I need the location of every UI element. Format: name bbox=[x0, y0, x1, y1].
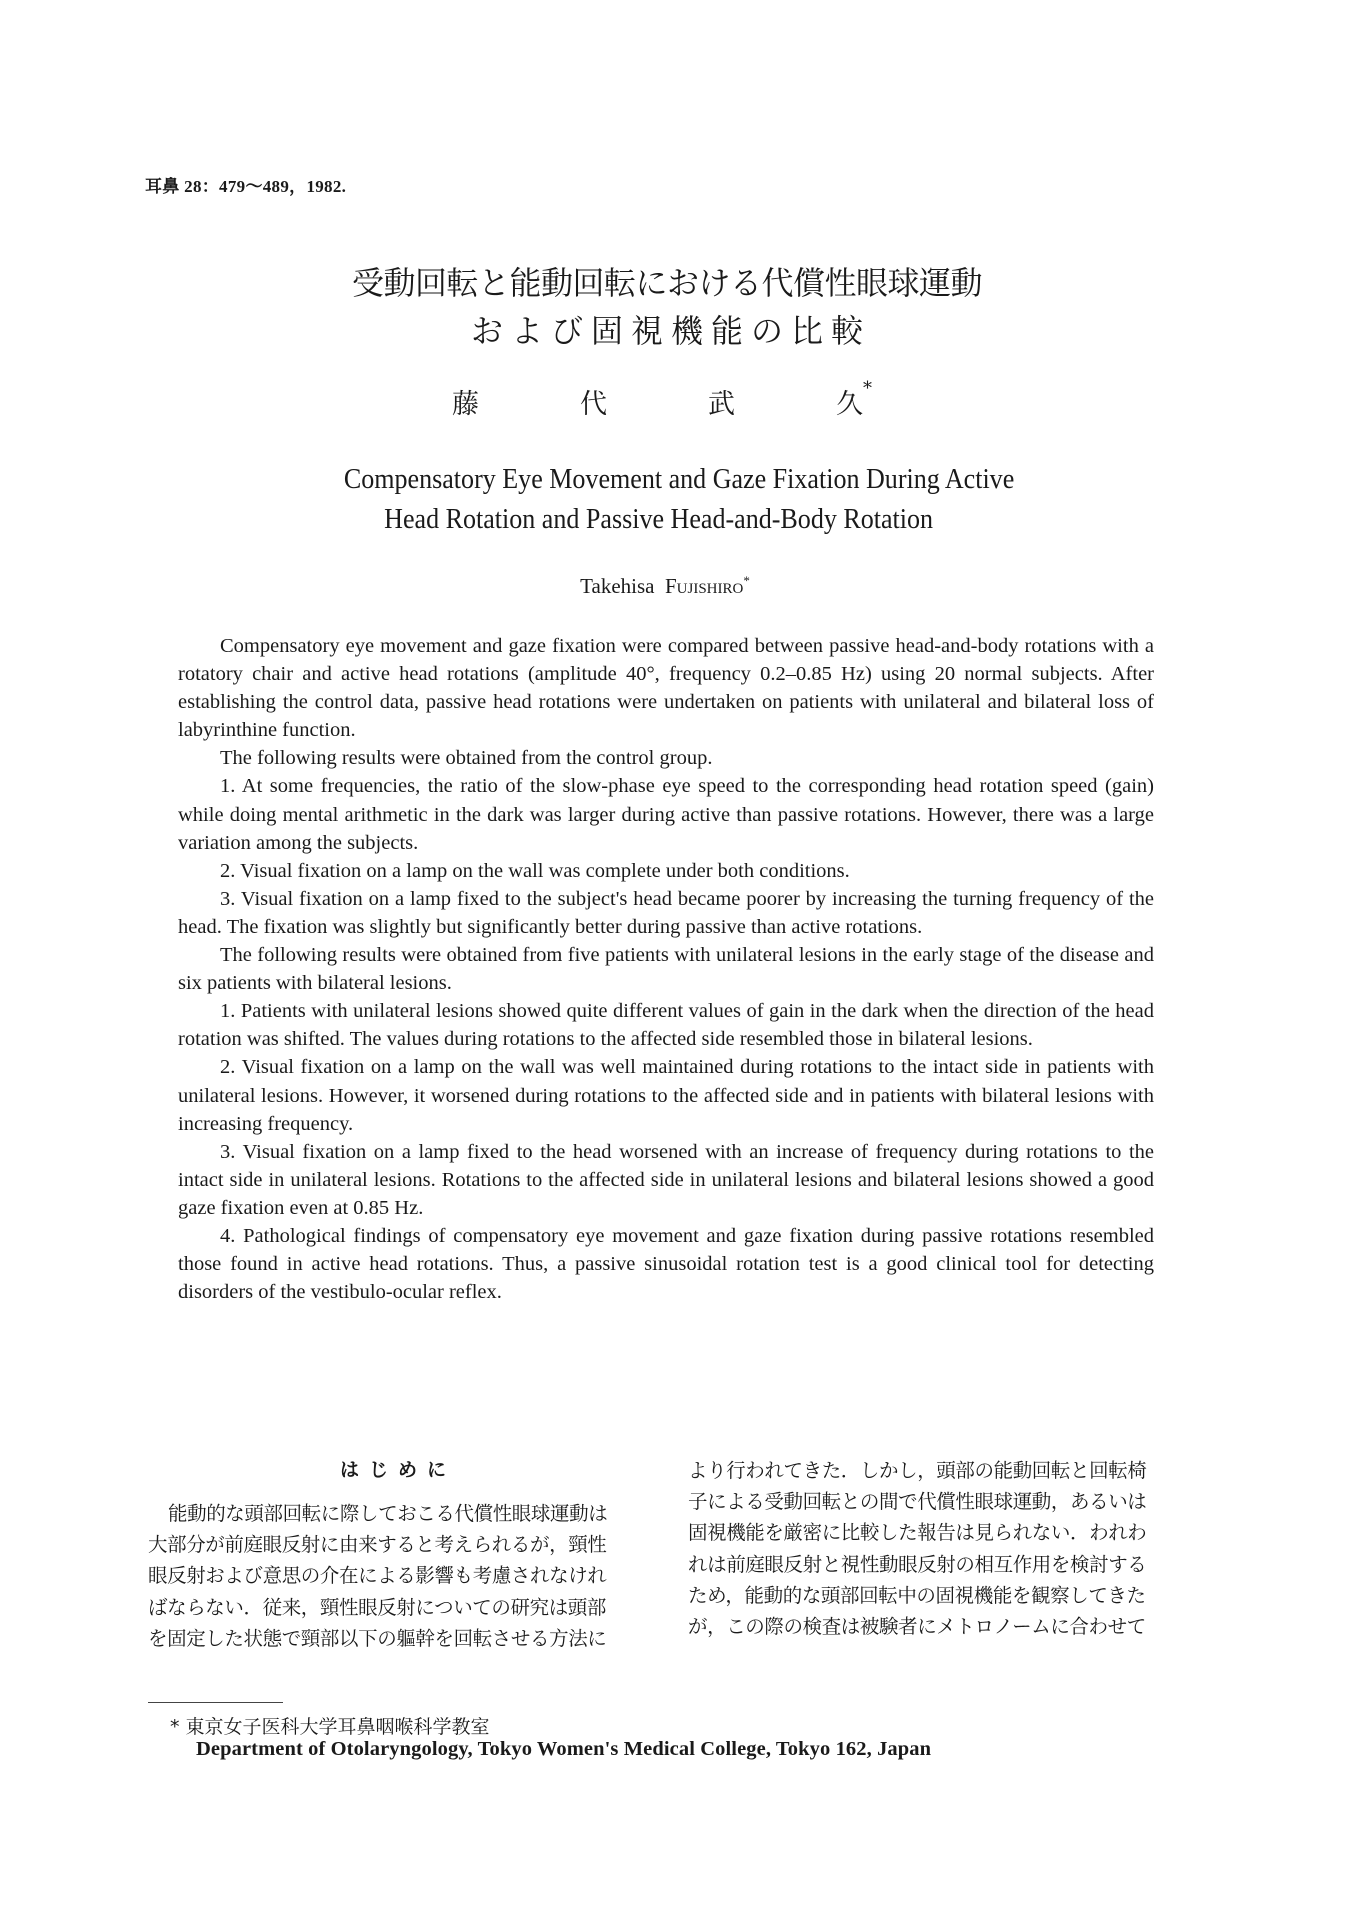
abstract-result-item: 3. Visual fixation on a lamp fixed to the subject's head became poorer by increasing the turning frequency of the head. The fixation was slightly but significantly better during passive than active rotations. bbox=[178, 887, 1154, 938]
body-line: ばならない．従来，頸性眼反射についての研究は頭部 bbox=[148, 1595, 607, 1619]
abstract-result-item: 1. At some frequencies, the ratio of the slow-phase eye speed to the corresponding head rotation speed (gain) while doing mental arithmetic in the dark was larger during active than passive rotations. However, there was a large variation among the subjects. bbox=[178, 775, 1154, 854]
abstract-result-item: 3. Visual fixation on a lamp fixed to the head worsened with an increase of frequency during rotations to the intact side in unilateral lesions. Rotations to the affected side in unilateral lesions and bilateral lesions showed a good gaze fixation even at 0.85 Hz. bbox=[178, 1140, 1154, 1219]
body-line: れは前庭眼反射と視性動眼反射の相互作用を検討する bbox=[688, 1552, 1147, 1576]
abstract-result-item: 2. Visual fixation on a lamp on the wall was well maintained during rotations to the intact side in patients with unilateral lesions. However, it worsened during rotations to the affected side and in patients with bilateral lesions with increasing frequency. bbox=[178, 1056, 1154, 1135]
body-line: 子による受動回転との間で代償性眼球運動，あるいは bbox=[688, 1490, 1147, 1514]
footnote-divider bbox=[148, 1702, 283, 1703]
footnote-affiliation-english: Department of Otolaryngology, Tokyo Women's Medical College, Tokyo 162, Japan bbox=[196, 1738, 932, 1760]
japanese-author bbox=[452, 378, 872, 421]
author-char: 藤 bbox=[452, 389, 479, 420]
affiliation-mark: * bbox=[863, 378, 872, 399]
author-family-name: Fujishiro bbox=[664, 574, 744, 598]
abstract-paragraph: The following results were obtained from five patients with unilateral lesions in the early stage of the disease and six patients with bilateral lesions. bbox=[178, 944, 1154, 995]
japanese-title-line-2: および固視機能の比較 bbox=[470, 312, 871, 350]
body-line: 固視機能を厳密に比較した報告は見られない．われわ bbox=[688, 1521, 1147, 1545]
affiliation-mark: * bbox=[743, 573, 750, 588]
body-line: より行われてきた．しかし，頭部の能動回転と回転椅 bbox=[688, 1459, 1147, 1482]
abstract-paragraph: The following results were obtained from the control group. bbox=[220, 747, 713, 770]
body-line: 大部分が前庭眼反射に由来すると考えられるが，頸性 bbox=[148, 1533, 607, 1557]
footnote-affiliation-japanese: * 東京女子医科大学耳鼻咽喉科学教室 bbox=[170, 1716, 490, 1738]
english-title-line-2: Head Rotation and Passive Head-and-Body Rotation bbox=[384, 504, 934, 535]
author-char: 武 bbox=[708, 389, 735, 420]
abstract-result-item: 2. Visual fixation on a lamp on the wall was complete under both conditions. bbox=[220, 859, 850, 882]
body-column-right bbox=[688, 1455, 1196, 1642]
body-line: が，この際の検査は被験者にメトロノームに合わせて bbox=[688, 1614, 1146, 1638]
body-line: を固定した状態で頸部以下の軀幹を回転させる方法に bbox=[148, 1626, 607, 1650]
japanese-title-line-1: 受動回転と能動回転における代償性眼球運動 bbox=[351, 264, 982, 302]
abstract bbox=[178, 632, 1154, 1306]
body-line: 能動的な頭部回転に際しておこる代償性眼球運動は bbox=[168, 1502, 608, 1525]
body-column-left bbox=[148, 1498, 656, 1654]
journal-citation: 耳鼻 28：479〜489，1982. bbox=[145, 177, 347, 196]
author-char: 久* bbox=[836, 378, 872, 420]
abstract-result-item: 1. Patients with unilateral lesions showed quite different values of gain in the dark when the direction of the head rotation was shifted. The values during rotations to the affected side resembled those in bilateral lesions. bbox=[178, 1000, 1154, 1051]
body-line: 眼反射および意思の介在による影響も考慮されなけれ bbox=[148, 1564, 607, 1588]
body-line: ため，能動的な頭部回転中の固視機能を観察してきた bbox=[688, 1583, 1146, 1607]
english-title-line-1: Compensatory Eye Movement and Gaze Fixation During Active bbox=[343, 464, 1015, 495]
abstract-result-item: 4. Pathological findings of compensatory eye movement and gaze fixation during passive rotations resembled those found in active head rotations. Thus, a passive sinusoidal rotation test is a good clinical tool for detecting disorders of the vestibulo-ocular reflex. bbox=[178, 1224, 1154, 1304]
section-heading-introduction: はじめに bbox=[339, 1459, 456, 1481]
author-char: 代 bbox=[580, 389, 607, 420]
author-given-name: Takehisa bbox=[580, 574, 655, 598]
abstract-paragraph: Compensatory eye movement and gaze fixation were compared between passive head-and-body rotations with a rotatory chair and active head rotations (amplitude 40°, frequency 0.2–0.85 Hz) using 20 normal subjects. After establishing the control data, passive head rotations were undertaken on patients with unilateral and bilateral loss of labyrinthine function. bbox=[178, 635, 1154, 742]
english-author bbox=[0, 573, 1344, 599]
